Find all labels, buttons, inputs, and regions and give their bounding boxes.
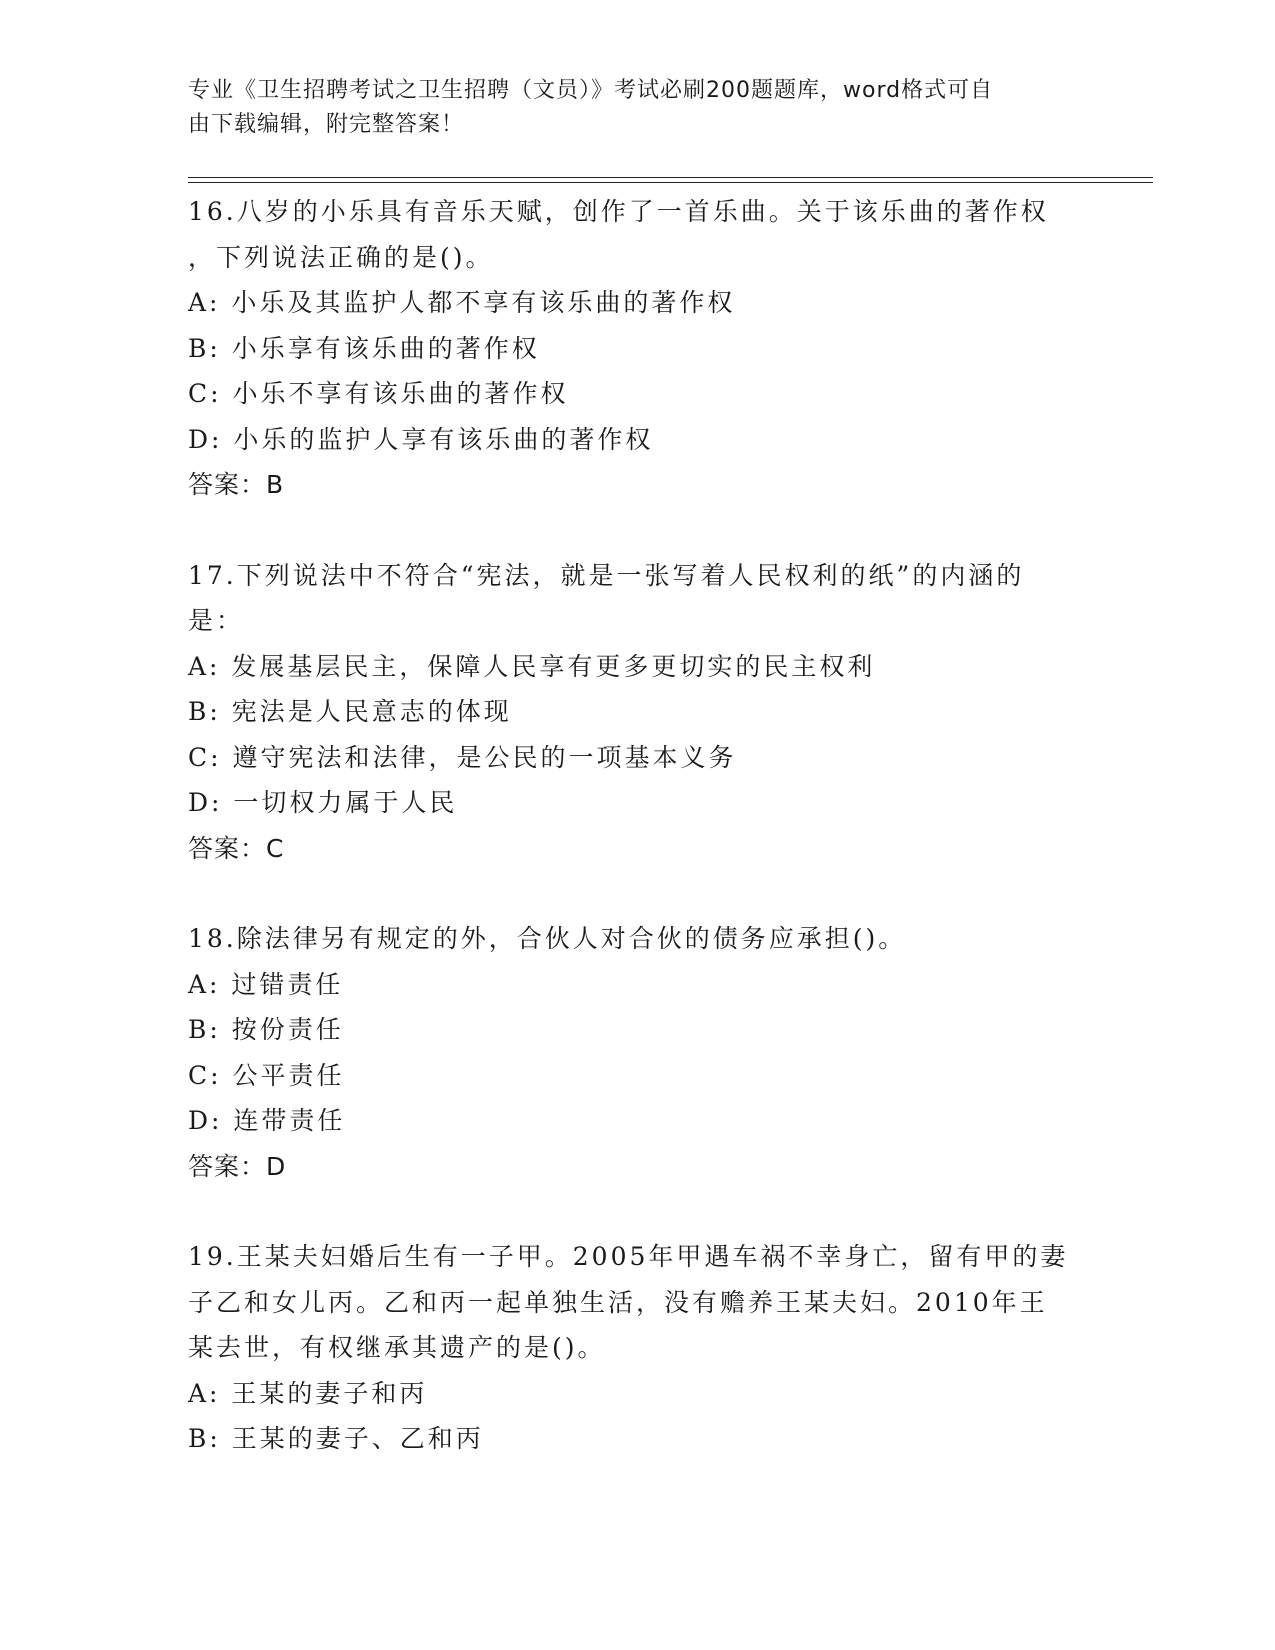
question-stem: 18.除法律另有规定的外，合伙人对合伙的债务应承担()。 — [188, 924, 907, 953]
option-a: A: 王某的妻子和丙 — [188, 1378, 428, 1408]
answer: 答案：B — [188, 470, 285, 499]
option-a: A: 小乐及其监护人都不享有该乐曲的著作权 — [188, 288, 736, 317]
question-stem: ，下列说法正确的是()。 — [188, 242, 494, 272]
answer: 答案：D — [188, 1151, 287, 1181]
option-a: A: 发展基层民主，保障人民享有更多更切实的民主权利 — [188, 651, 876, 681]
option-b: B: 王某的妻子、乙和丙 — [188, 1424, 484, 1453]
question-stem: 某去世，有权继承其遗产的是()。 — [188, 1333, 606, 1362]
question-stem: 子乙和女儿丙。乙和丙一起单独生活，没有赡养王某夫妇。2010年王 — [188, 1287, 1048, 1317]
header-divider-top — [188, 177, 1153, 178]
option-c: C: 小乐不享有该乐曲的著作权 — [188, 379, 569, 408]
header-line-1: 专业《卫生招聘考试之卫生招聘（文员）》考试必刷200题题库，word格式可自 — [188, 78, 994, 103]
option-d: D: 一切权力属于人民 — [188, 788, 458, 817]
question-stem: 17.下列说法中不符合“宪法，就是一张写着人民权利的纸”的内涵的 — [188, 560, 1025, 590]
option-d: D: 小乐的监护人享有该乐曲的著作权 — [188, 424, 654, 454]
header-divider-bottom — [188, 182, 1153, 183]
header-line-2: 由下载编辑，附完整答案！ — [188, 112, 465, 137]
option-c: C: 公平责任 — [188, 1060, 345, 1090]
document-header — [188, 74, 1088, 142]
question-16 — [188, 189, 1088, 508]
question-17 — [188, 553, 1088, 872]
question-19 — [188, 1234, 1088, 1462]
option-d: D: 连带责任 — [188, 1106, 346, 1135]
option-b: B: 小乐享有该乐曲的著作权 — [188, 333, 540, 363]
question-stem: 19.王某夫妇婚后生有一子甲。2005年甲遇车祸不幸身亡，留有甲的妻 — [188, 1242, 1069, 1271]
question-18 — [188, 916, 1088, 1189]
option-c: C: 遵守宪法和法律，是公民的一项基本义务 — [188, 742, 737, 772]
answer: 答案：C — [188, 833, 285, 863]
question-stem: 16.八岁的小乐具有音乐天赋，创作了一首乐曲。关于该乐曲的著作权 — [188, 197, 1049, 226]
question-list — [188, 189, 1088, 1507]
question-stem: 是： — [188, 606, 245, 635]
option-b: B: 按份责任 — [188, 1015, 344, 1044]
option-a: A: 过错责任 — [188, 969, 344, 999]
option-b: B: 宪法是人民意志的体现 — [188, 697, 512, 726]
